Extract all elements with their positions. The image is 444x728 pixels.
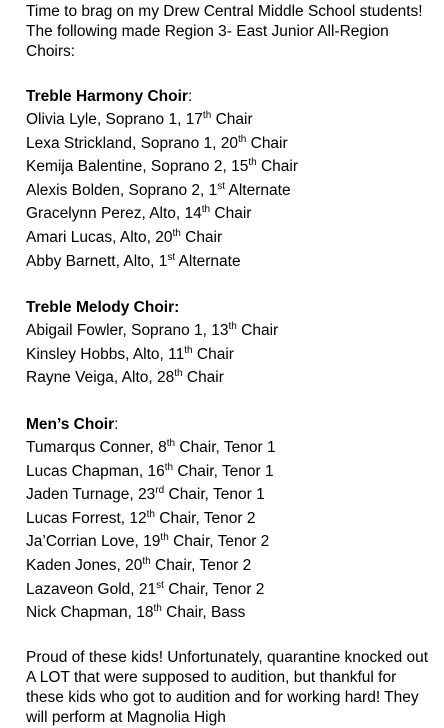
choir-member-entry [26, 250, 436, 274]
entry-text-tail: Chair [236, 322, 279, 340]
choir-member-entry [26, 530, 436, 554]
choir-member-entry [26, 226, 436, 250]
spacer [26, 62, 436, 85]
choir-member-entry [26, 343, 436, 367]
ordinal-suffix: th [142, 555, 151, 567]
entry-text-tail: Chair, Tenor 2 [154, 509, 256, 527]
entry-text: Kemija Balentine, Soprano 2, 15 [26, 158, 249, 176]
entry-text-tail: Chair, Tenor 1 [164, 486, 265, 504]
entry-text: Kaden Jones, 20 [26, 556, 143, 574]
entry-text: Lucas Chapman, 16 [26, 462, 165, 480]
choir-member-entry [26, 460, 436, 484]
entry-text-tail: Chair [246, 134, 288, 152]
ordinal-suffix: th [174, 368, 183, 380]
ordinal-suffix: st [217, 180, 226, 192]
ordinal-suffix: th [160, 532, 169, 544]
choir-member-entry [26, 436, 436, 460]
entry-text-tail: Chair [192, 345, 234, 363]
choir-title: Men’s Choir [26, 415, 115, 433]
choir-title-colon: : [187, 88, 193, 105]
choir-section [26, 296, 436, 390]
choir-heading [26, 85, 436, 108]
entry-text: Jaden Turnage, 23 [26, 486, 156, 504]
entry-text: Nick Chapman, 18 [26, 604, 154, 622]
entry-text-tail: Chair [256, 158, 299, 176]
ordinal-suffix: th [184, 344, 193, 356]
choir-section [26, 413, 436, 625]
ordinal-suffix: rd [155, 485, 165, 497]
choir-member-entry [26, 554, 436, 578]
entry-text: Lazaveon Gold, 21 [26, 580, 157, 598]
ordinal-suffix: th [201, 204, 211, 216]
spacer [26, 390, 436, 413]
ordinal-suffix: th [146, 508, 155, 520]
choir-heading [26, 296, 436, 319]
ordinal-suffix: st [167, 251, 176, 263]
choir-section [26, 85, 436, 273]
choir-member-entry [26, 108, 436, 132]
choir-member-entry [26, 578, 436, 602]
ordinal-suffix: th [164, 461, 174, 473]
intro-paragraph: Time to brag on my Drew Central Middle School students! The following made Region 3- East Junior All-Region Choirs: [26, 3, 423, 60]
entry-text-tail: Chair [182, 369, 224, 387]
entry-text: Abigail Fowler, Soprano 1, 13 [26, 322, 229, 340]
choir-sections [26, 85, 436, 648]
entry-text-tail: Chair [211, 111, 253, 128]
entry-text: Abby Barnett, Alto, 1 [26, 252, 168, 270]
entry-text-tail: Chair [180, 228, 223, 246]
entry-text: Ja’Corrian Love, 19 [26, 533, 161, 551]
ordinal-suffix: th [166, 437, 176, 449]
choir-heading [26, 413, 436, 436]
entry-text-tail: Chair [210, 205, 252, 223]
entry-text: Tumarqus Conner, 8 [26, 438, 167, 456]
entry-text: Rayne Veiga, Alto, 28 [26, 369, 175, 387]
entry-text-tail: Alternate [225, 181, 291, 199]
ordinal-suffix: th [202, 110, 212, 121]
choir-title: Treble Melody Choir [26, 299, 175, 317]
entry-text-tail: Chair, Tenor 1 [173, 462, 274, 480]
closing-paragraph: Proud of these kids! Unfortunately, quarantine knocked out A LOT that were supposed to audition, but thankful for these kids who got to audition and for working hard! They will perform at Magnolia High [26, 648, 429, 726]
entry-text-tail: Chair, Tenor 2 [163, 580, 265, 598]
choir-member-entry [26, 483, 436, 507]
entry-text: Alexis Bolden, Soprano 2, 1 [26, 181, 218, 199]
entry-text-tail: Chair, Tenor 2 [150, 556, 252, 574]
entry-text-tail: Alternate [175, 252, 241, 270]
choir-title-colon: : [174, 299, 180, 317]
choir-member-entry [26, 507, 436, 531]
choir-title-colon: : [114, 415, 119, 433]
announcement-document [26, 2, 436, 728]
ordinal-suffix: th [228, 321, 237, 333]
spacer [26, 273, 436, 296]
choir-member-entry [26, 202, 436, 226]
choir-member-entry [26, 155, 436, 179]
entry-text: Lucas Forrest, 12 [26, 509, 147, 527]
ordinal-suffix: th [237, 133, 247, 145]
spacer [26, 625, 436, 648]
entry-text: Lexa Strickland, Soprano 1, 20 [26, 134, 238, 152]
choir-title: Treble Harmony Choir [26, 88, 188, 105]
choir-member-entry [26, 601, 436, 625]
entry-text: Gracelynn Perez, Alto, 14 [26, 205, 202, 223]
ordinal-suffix: th [248, 157, 257, 169]
entry-text-tail: Chair, Tenor 2 [168, 533, 270, 551]
choir-member-entry [26, 179, 436, 203]
choir-member-entry [26, 319, 436, 343]
ordinal-suffix: th [172, 227, 181, 239]
ordinal-suffix: th [153, 603, 162, 615]
choir-member-entry [26, 132, 436, 156]
entry-text-tail: Chair, Tenor 1 [175, 438, 276, 456]
entry-text: Kinsley Hobbs, Alto, 11 [26, 345, 185, 363]
entry-text: Olivia Lyle, Soprano 1, 17 [26, 111, 203, 128]
entry-text: Amari Lucas, Alto, 20 [26, 228, 173, 246]
ordinal-suffix: st [156, 579, 164, 591]
entry-text-tail: Chair, Bass [161, 604, 246, 622]
choir-member-entry [26, 366, 436, 390]
